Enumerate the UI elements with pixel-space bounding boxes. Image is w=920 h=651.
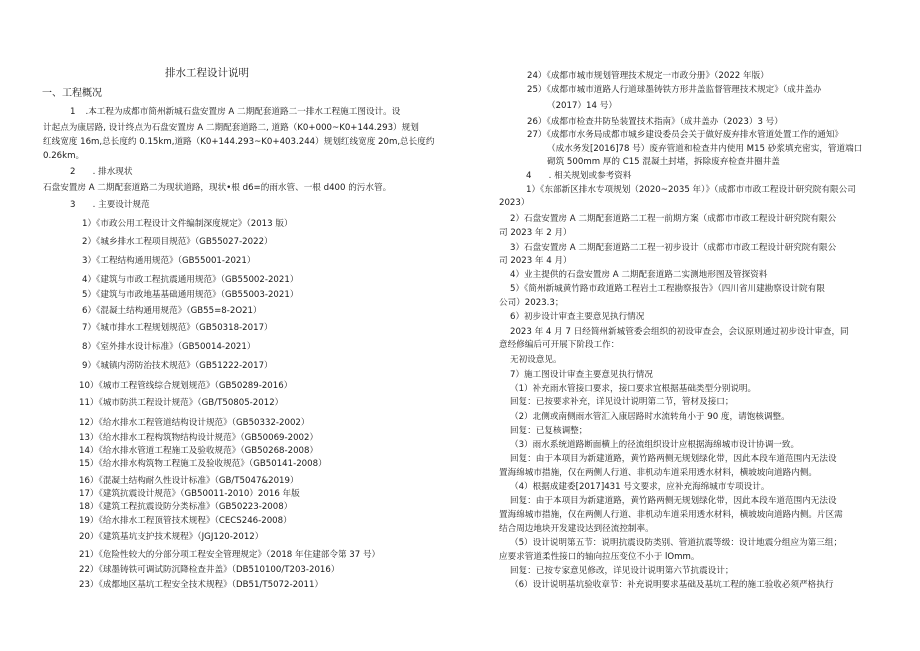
text-line: 回复：已按专家意见修改，详见设计说明第六节抗震设计； xyxy=(510,566,734,576)
text-line: 回复：由于本项目为新建道路，黄竹路两侧无规划绿化带，因此本段车道范围内无法设 xyxy=(510,496,837,506)
text-line: 司 2023 年 4 月） xyxy=(499,256,572,266)
list-item: 14）《给水排水管道工程施工及验收规范》（GB50268-2008） xyxy=(79,446,319,456)
list-item: 13）《给水排水工程构筑物结构设计规范》（GB50069-2002） xyxy=(79,433,319,443)
list-item: 22）《球墨铸铁可调试防沉降检查井盖》（DB510100/T203-2016） xyxy=(79,565,340,575)
list-item: 4）《建筑与市政工程抗震通用规范》（GB55002-2021） xyxy=(82,275,299,285)
list-item: 15）《给水排水构筑物工程施工及验收规范》（GB50141-2008） xyxy=(79,459,327,469)
list-item: 6）《混凝土结构通用规范》（GB55=8-2O21） xyxy=(82,306,262,316)
list-item: 4）业主提供的石盘安置房 A 二期配套道路二实测地形图及管探资料 xyxy=(510,270,768,280)
text-line: 意经修编后可开展下阶段工作： xyxy=(499,340,620,350)
list-item: 24）《成都市城市规划管理技术规定一市政分册》（2022 年版） xyxy=(527,71,769,81)
list-item: （6）设计说明基坑验收章节：补充说明要求基础及基坑工程的施工验收必须严格执行 xyxy=(510,580,834,590)
list-item: 20）《建筑基坑支护技术规程》（JGJ120-2012） xyxy=(79,532,264,542)
list-item: 11）《城市防洪工程设计规范》（GB/T50805-2012） xyxy=(79,398,284,408)
text-line: （成水务发[2016]78 号）废弃管道和检查井内使用 M15 砂浆填充密实，管道端口 xyxy=(547,144,863,154)
list-item: 26）《成都市检查井防坠装置技术指南》（成井盖办（2023）3 号） xyxy=(527,117,783,127)
list-item: 5）《建筑与市政地基基础通用规范》（GB55003-2021） xyxy=(82,290,299,300)
text-line: 回复：由于本项目为新建道路，黄竹路两侧无规划绿化带，因此本段车道范围内无法设 xyxy=(510,454,837,464)
text-line: 0.26km。 xyxy=(43,151,85,161)
text-line: 红线宽度 16m,总长度约 0.15km,道路（K0+144.293~K0+403.244）规划红线宽度 20m,总长度约 xyxy=(43,137,435,147)
list-item: 2）《城乡排水工程项目规范》（GB55027-2022） xyxy=(82,237,273,247)
text-line: 2023 年 4 月 7 日经简州新城管委会组织的初设审查会，会议原则通过初步设计审查，同 xyxy=(510,327,849,337)
list-item: 7）《城市排水工程规划规范》（GB50318-2017） xyxy=(82,323,273,333)
list-item: 6）初步设计审查主要意见执行情况 xyxy=(510,312,645,322)
list-item: 8）《室外排水设计标准》（GB50014-2021） xyxy=(82,342,256,352)
list-item: 18）《建筑工程抗震设防分类标准》（GB50223-2008） xyxy=(79,502,293,512)
list-item: 19）《给水排水工程顶管技术规程》（CECS246-2008） xyxy=(79,516,292,526)
list-item: 1）《市政公用工程设计文件编制深度规定》（2013 版） xyxy=(82,219,293,229)
text-line: 2023） xyxy=(499,198,530,208)
list-item: 3）《工程结构通用规范》（GB55001-2021） xyxy=(82,256,256,266)
text-line: 砌筑 500mm 厚的 C15 混凝土封堵，拆除废弃检查井圈井盖 xyxy=(547,157,780,167)
list-item: 3）石盘安置房 A 二期配套道路二工程一初步设计（成都市市政工程设计研究院有限公 xyxy=(510,243,837,253)
section-heading: 一、工程概况 xyxy=(42,88,102,99)
text-line: 回复：已按要求补充，详见设计说明第二节，管材及接口； xyxy=(510,397,734,407)
list-item: （5）设计说明第五节：说明抗震设防类别、管道抗震等级：设计地震分组应为第三组； xyxy=(510,538,843,548)
text-line: （2017）14 号） xyxy=(547,101,617,111)
text-line-content: .本工程为成都市简州新城石盘安置房 A 二期配套道路二一排水工程施工图设计。设 xyxy=(85,107,401,117)
list-item: 7）施工图设计审查主要意见执行情况 xyxy=(510,370,653,380)
text-line: 计起点为康居路, 设计终点为石盘安置房 A 二期配套道路二, 道路（K0+000~K0+144.293）规划 xyxy=(43,123,419,133)
list-item: 2）石盘安置房 A 二期配套道路二工程一前期方案（成都市市政工程设计研究院有限公 xyxy=(510,214,837,224)
list-item: 27）《成都市水务局成都市城乡建设委员会关于做好废弃排水管道处置工作的通知》 xyxy=(527,130,844,140)
text-line: 结合周边地块开发建设达到径流控制率。 xyxy=(499,524,654,534)
text-line: 公司）2023.3； xyxy=(499,298,564,308)
list-item: （2）北侧或南侧雨水管汇入康居路时水流转角小于 90 度，请饱核调整。 xyxy=(510,412,790,422)
list-item: 9）《城镇内涝防治技术规范》（GB51222-2017） xyxy=(82,361,273,371)
list-item: 1）《东部新区排水专项规划（2020~2035 年）》（成都市市政工程设计研究院有限公司 xyxy=(526,185,856,195)
text-line: 司 2023 年 2 月） xyxy=(499,228,572,238)
page-title: 排水工程设计说明 xyxy=(165,67,249,79)
list-item: （1）补充雨水管接口要求，接口要求宜根据基础类型分别说明。 xyxy=(510,384,757,394)
list-item: 17）《建筑抗震设计规范》（GB50011-2010）2016 年版 xyxy=(79,489,300,499)
list-item: 21）《危险性较大的分部分项工程安全管理规定》（2018 年住建部令第 37 号） xyxy=(79,550,381,560)
list-item: 16）《混凝土结构耐久性设计标准》（GB/T5047&2019） xyxy=(79,476,299,486)
text-line: 3 . 主要设计规范 xyxy=(70,200,150,210)
text-line: 1 .本工程为成都市简州新城石盘安置房 A 二期配套道路二一排水工程施工图设计。设 xyxy=(70,107,401,117)
list-item: 23）《成都地区基坑工程安全技术规程》（DB51/T5072-2011） xyxy=(79,580,324,590)
list-item: （4）根据成建委[2017]431 号文要求，应补充海绵城市专项设计。 xyxy=(510,482,770,492)
text-line: 置海绵城市措施，仅在两侧人行道、非机动车道采用透水材料，横坡坡向道路内侧。片区需 xyxy=(499,510,843,520)
text-line: 应要求管道柔性接口的轴向拉压变位不小于 lOmm。 xyxy=(499,552,700,562)
text-line: 置海绵城市措施，仅在两侧人行道、非机动车道采用透水材料，横坡坡向道路内侧。 xyxy=(499,468,817,478)
text-line: 石盘安置房 A 二期配套道路二为现状道路，现状•根 d6=的雨水管、一根 d400 的污水管。 xyxy=(43,183,392,193)
section-heading: 4 . 相关规划或参考资料 xyxy=(526,171,632,181)
text-line: 2 . 排水现状 xyxy=(70,167,133,177)
list-item: 25）《成都市城市道路人行道球墨铸铁方形井盖监督管理技术规定》（成井盖办 xyxy=(527,85,822,95)
list-item: （3）雨水系统道路断面横上的径流组织设计应根据海绵城市设计协调一致。 xyxy=(510,440,800,450)
list-item: 5）《简州新城黄竹路市政道路工程岩土工程勘察报告》（四川省川建勘察设计院有限 xyxy=(510,284,825,294)
text-line: 无初设意见。 xyxy=(510,355,562,365)
list-item: 12）《给水排水工程管道结构设计规范》（GB50332-2002） xyxy=(79,418,310,428)
list-item: 10）《城市工程管线综合规划规范》（GB50289-2016） xyxy=(79,381,293,391)
text-line: 回复：已复核调整； xyxy=(510,426,588,436)
